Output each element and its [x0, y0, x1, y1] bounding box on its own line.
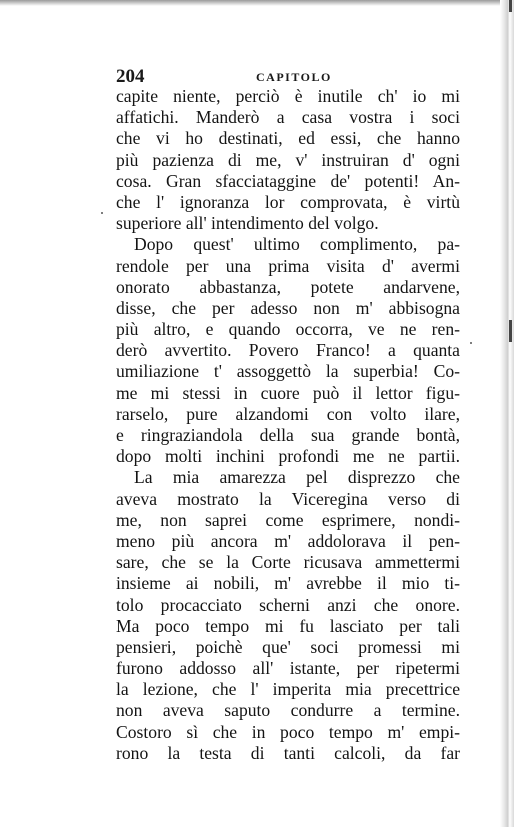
text-line: non aveva saputo condurre a termine. — [116, 700, 460, 721]
text-line: disse, che per adesso non m' abbisogna — [116, 297, 460, 318]
text-line: più altro, e quando occorra, ve ne ren- — [116, 319, 460, 340]
text-line: insieme ai nobili, m' avrebbe il mio ti- — [116, 573, 460, 594]
text-line: che l' ignoranza lor comprovata, è virtù — [116, 191, 460, 212]
text-line: pensieri, poichè que' soci promessi mi — [116, 636, 460, 657]
text-line: sare, che se la Corte ricusava ammettermi — [116, 552, 460, 573]
text-line: onorato abbastanza, potete andarvene, — [116, 276, 460, 297]
text-line: rarselo, pure alzandomi con volto ilare, — [116, 403, 460, 424]
text-line: furono addosso all' istante, per ripetermi — [116, 658, 460, 679]
text-line: Costoro sì che in poco tempo m' empi- — [116, 721, 460, 742]
text-line: cosa. Gran sfacciataggine de' potenti! An- — [116, 170, 460, 191]
text-line: derò avvertito. Povero Franco! a quanta — [116, 340, 460, 361]
text-line: la lezione, che l' imperita mia precettrice — [116, 679, 460, 700]
paper-speck — [101, 212, 103, 214]
text-line: superiore all' intendimento del volgo. — [116, 213, 379, 234]
text-line: rono la testa di tanti calcoli, da far — [116, 742, 460, 763]
text-line: me mi stessi in cuore può il lettor figu- — [116, 382, 460, 403]
text-line: dopo molti inchini profondi me ne partii. — [116, 446, 460, 467]
page-number: 204 — [116, 66, 145, 87]
text-line: aveva mostrato la Viceregina verso di — [116, 488, 460, 509]
text-line: meno più ancora m' addolorava il pen- — [116, 530, 460, 551]
text-line: più pazienza di me, v' instruiran d' ogni — [116, 149, 460, 170]
page-edge-shadow — [500, 0, 514, 827]
paper-speck — [470, 342, 472, 344]
text-line: affatichi. Manderò a casa vostra i soci — [116, 107, 460, 128]
body-text — [116, 86, 460, 764]
page-top-shadow — [0, 0, 514, 6]
text-line: che vi ho destinati, ed essi, che hanno — [116, 128, 460, 149]
running-head: CAPITOLO — [256, 70, 332, 84]
edge-mark — [509, 0, 512, 12]
edge-mark — [509, 320, 512, 342]
text-line: rendole per una prima visita d' avermi — [116, 255, 460, 276]
text-line: e ringraziandola della sua grande bontà, — [116, 425, 460, 445]
text-line: capite niente, perciò è inutile ch' io mi — [116, 86, 460, 106]
paragraph-start-line: La mia amarezza pel disprezzo che — [134, 467, 460, 488]
text-line: me, non saprei come esprimere, nondi- — [116, 509, 460, 530]
text-line: tolo procacciato scherni anzi che onore. — [116, 594, 460, 615]
paragraph-start-line: Dopo quest' ultimo complimento, pa- — [134, 234, 460, 255]
text-line: umiliazione t' assoggettò la superbia! Co- — [116, 361, 460, 382]
text-line: Ma poco tempo mi fu lasciato per tali — [116, 615, 460, 636]
